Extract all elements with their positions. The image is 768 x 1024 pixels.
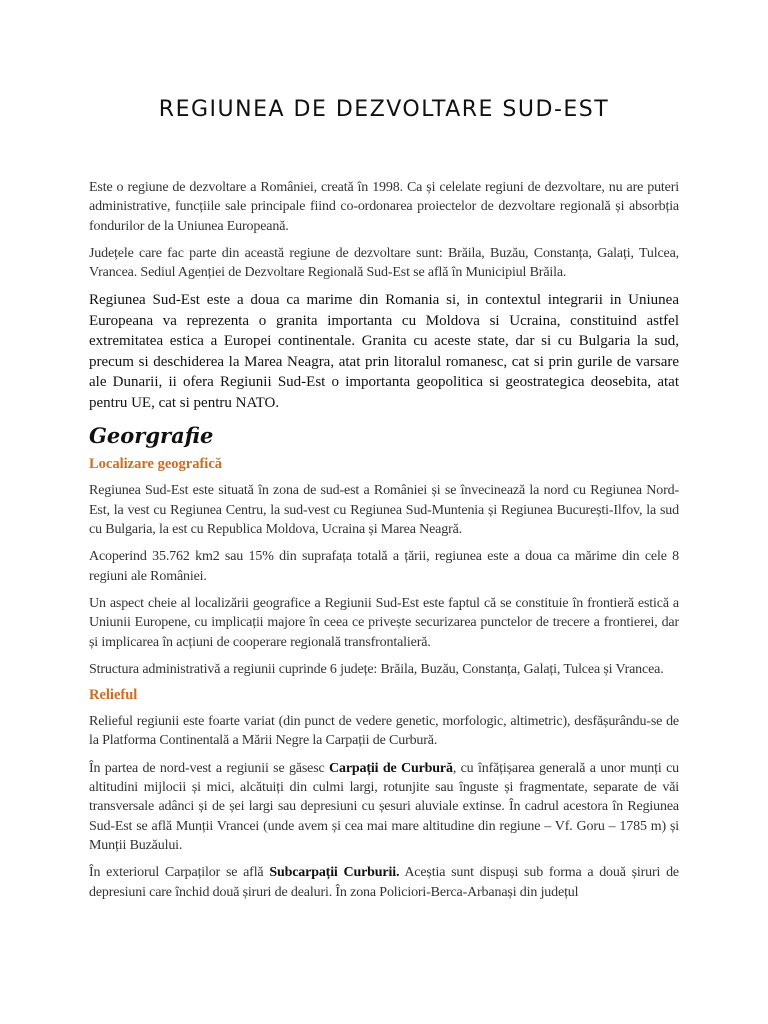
intro-paragraph: Este o regiune de dezvoltare a României, creată în 1998. Ca și celelate regiuni de dezvoltare, nu are puteri administrative, funcțiile sale principale fiind co-ordonarea proiectelor de dezvoltare regională și absorbția fondurilor de la Uniunea Europeană. <box>89 180 679 234</box>
intro-paragraph: Județele care fac parte din această regiune de dezvoltare sunt: Brăila, Buzău, Constanța, Galați, Tulcea, Vrancea. Sediul Agenției de Dezvoltare Regională Sud-Est se află în Municipiul Brăila. <box>89 245 679 281</box>
bold-term-carpati: Carpații de Curbură <box>329 760 453 776</box>
nato-paragraph: Regiunea Sud-Est este a doua ca marime din Romania si, in contextul integrarii in Uniunea Europeana va reprezenta o granita importanta cu Moldova si Ucraina, constituind astfel extremitatea estica a Europei continentale. Granita cu aceste state, dar si cu Bulgaria la sud, precum si deschiderea la Marea Neagra, atat prin litoralul romanesc, cat si prin gurile de varsare ale Dunarii, ii ofera Regiunii Sud-Est o importanta geopolitica si geostrategica deosebita, atat pentru UE, cat si pentru NATO. <box>89 292 679 411</box>
relief-text: În exteriorul Carpaților se află <box>89 865 270 881</box>
relief-text: , cu înfățișarea generală a unor munți cu altitudini mijlocii și mici, alcătuiți din culmi largi, rotunjite sau înguste și fragmentate, separate de văi transversale adânci și de șei largi sau depresiuni cu șesuri aluviale extinse. În cadrul acestora în Regiunea Sud-Est se află Munții Vrancei (unde avem și cea mai mare altitudine din regiune – Vf. Goru – 1785 m) și Munții Buzăului. <box>89 760 679 853</box>
localizare-paragraph: Structura administrativă a regiunii cuprinde 6 județe: Brăila, Buzău, Constanța, Galați, Tulcea și Vrancea. <box>89 661 664 677</box>
intro-section <box>89 178 679 413</box>
localizare-paragraph: Regiunea Sud-Est este situată în zona de sud-est a României și se învecinează la nord cu Regiunea Nord-Est, la vest cu Regiunea Centru, la sud-vest cu Regiunea Sud-Muntenia și Regiunea București-Ilfov, la sud cu Bulgaria, la est cu Republica Moldova, Ucraina și Marea Neagră. <box>89 483 679 538</box>
subheading-relief: Relieful <box>89 687 138 704</box>
section-heading-geografie: Georgrafie <box>89 423 214 449</box>
subheading-localizare: Localizare geografică <box>89 456 222 473</box>
relief-text: Aceștia sunt dispuși sub forma a două șiruri de depresiuni care închid două șiruri de dealuri. În zona Policiori-Berca-Arbanași din județul <box>89 865 679 900</box>
relief-text: În partea de nord-vest a regiunii se găsesc <box>89 760 330 776</box>
localizare-paragraph: Un aspect cheie al localizării geografice a Regiunii Sud-Est este faptul că se constituie în frontieră estică a Uniunii Europene, cu implicații majore în ceea ce privește securizarea punctelor de trecere a frontierei, dar și implicarea în acțiuni de cooperare regională transfrontalieră. <box>89 595 679 650</box>
localizare-paragraph: Acoperind 35.762 km2 sau 15% din suprafața totală a țării, regiunea este a doua ca mărime din cele 8 regiuni ale României. <box>89 549 679 584</box>
relief-paragraph-subcarpati <box>89 863 679 902</box>
bold-term-subcarpati: Subcarpații Curburii. <box>269 865 400 881</box>
relief-paragraph-carpati <box>89 759 679 855</box>
page-title: REGIUNEA DE DEZVOLTARE SUD-EST <box>158 97 610 122</box>
relief-paragraph: Relieful regiunii este foarte variat (din punct de vedere genetic, morfologic, altimetric), desfășurându-se de la Platforma Continentală a Mării Negre la Carpații de Curbură. <box>89 714 679 749</box>
